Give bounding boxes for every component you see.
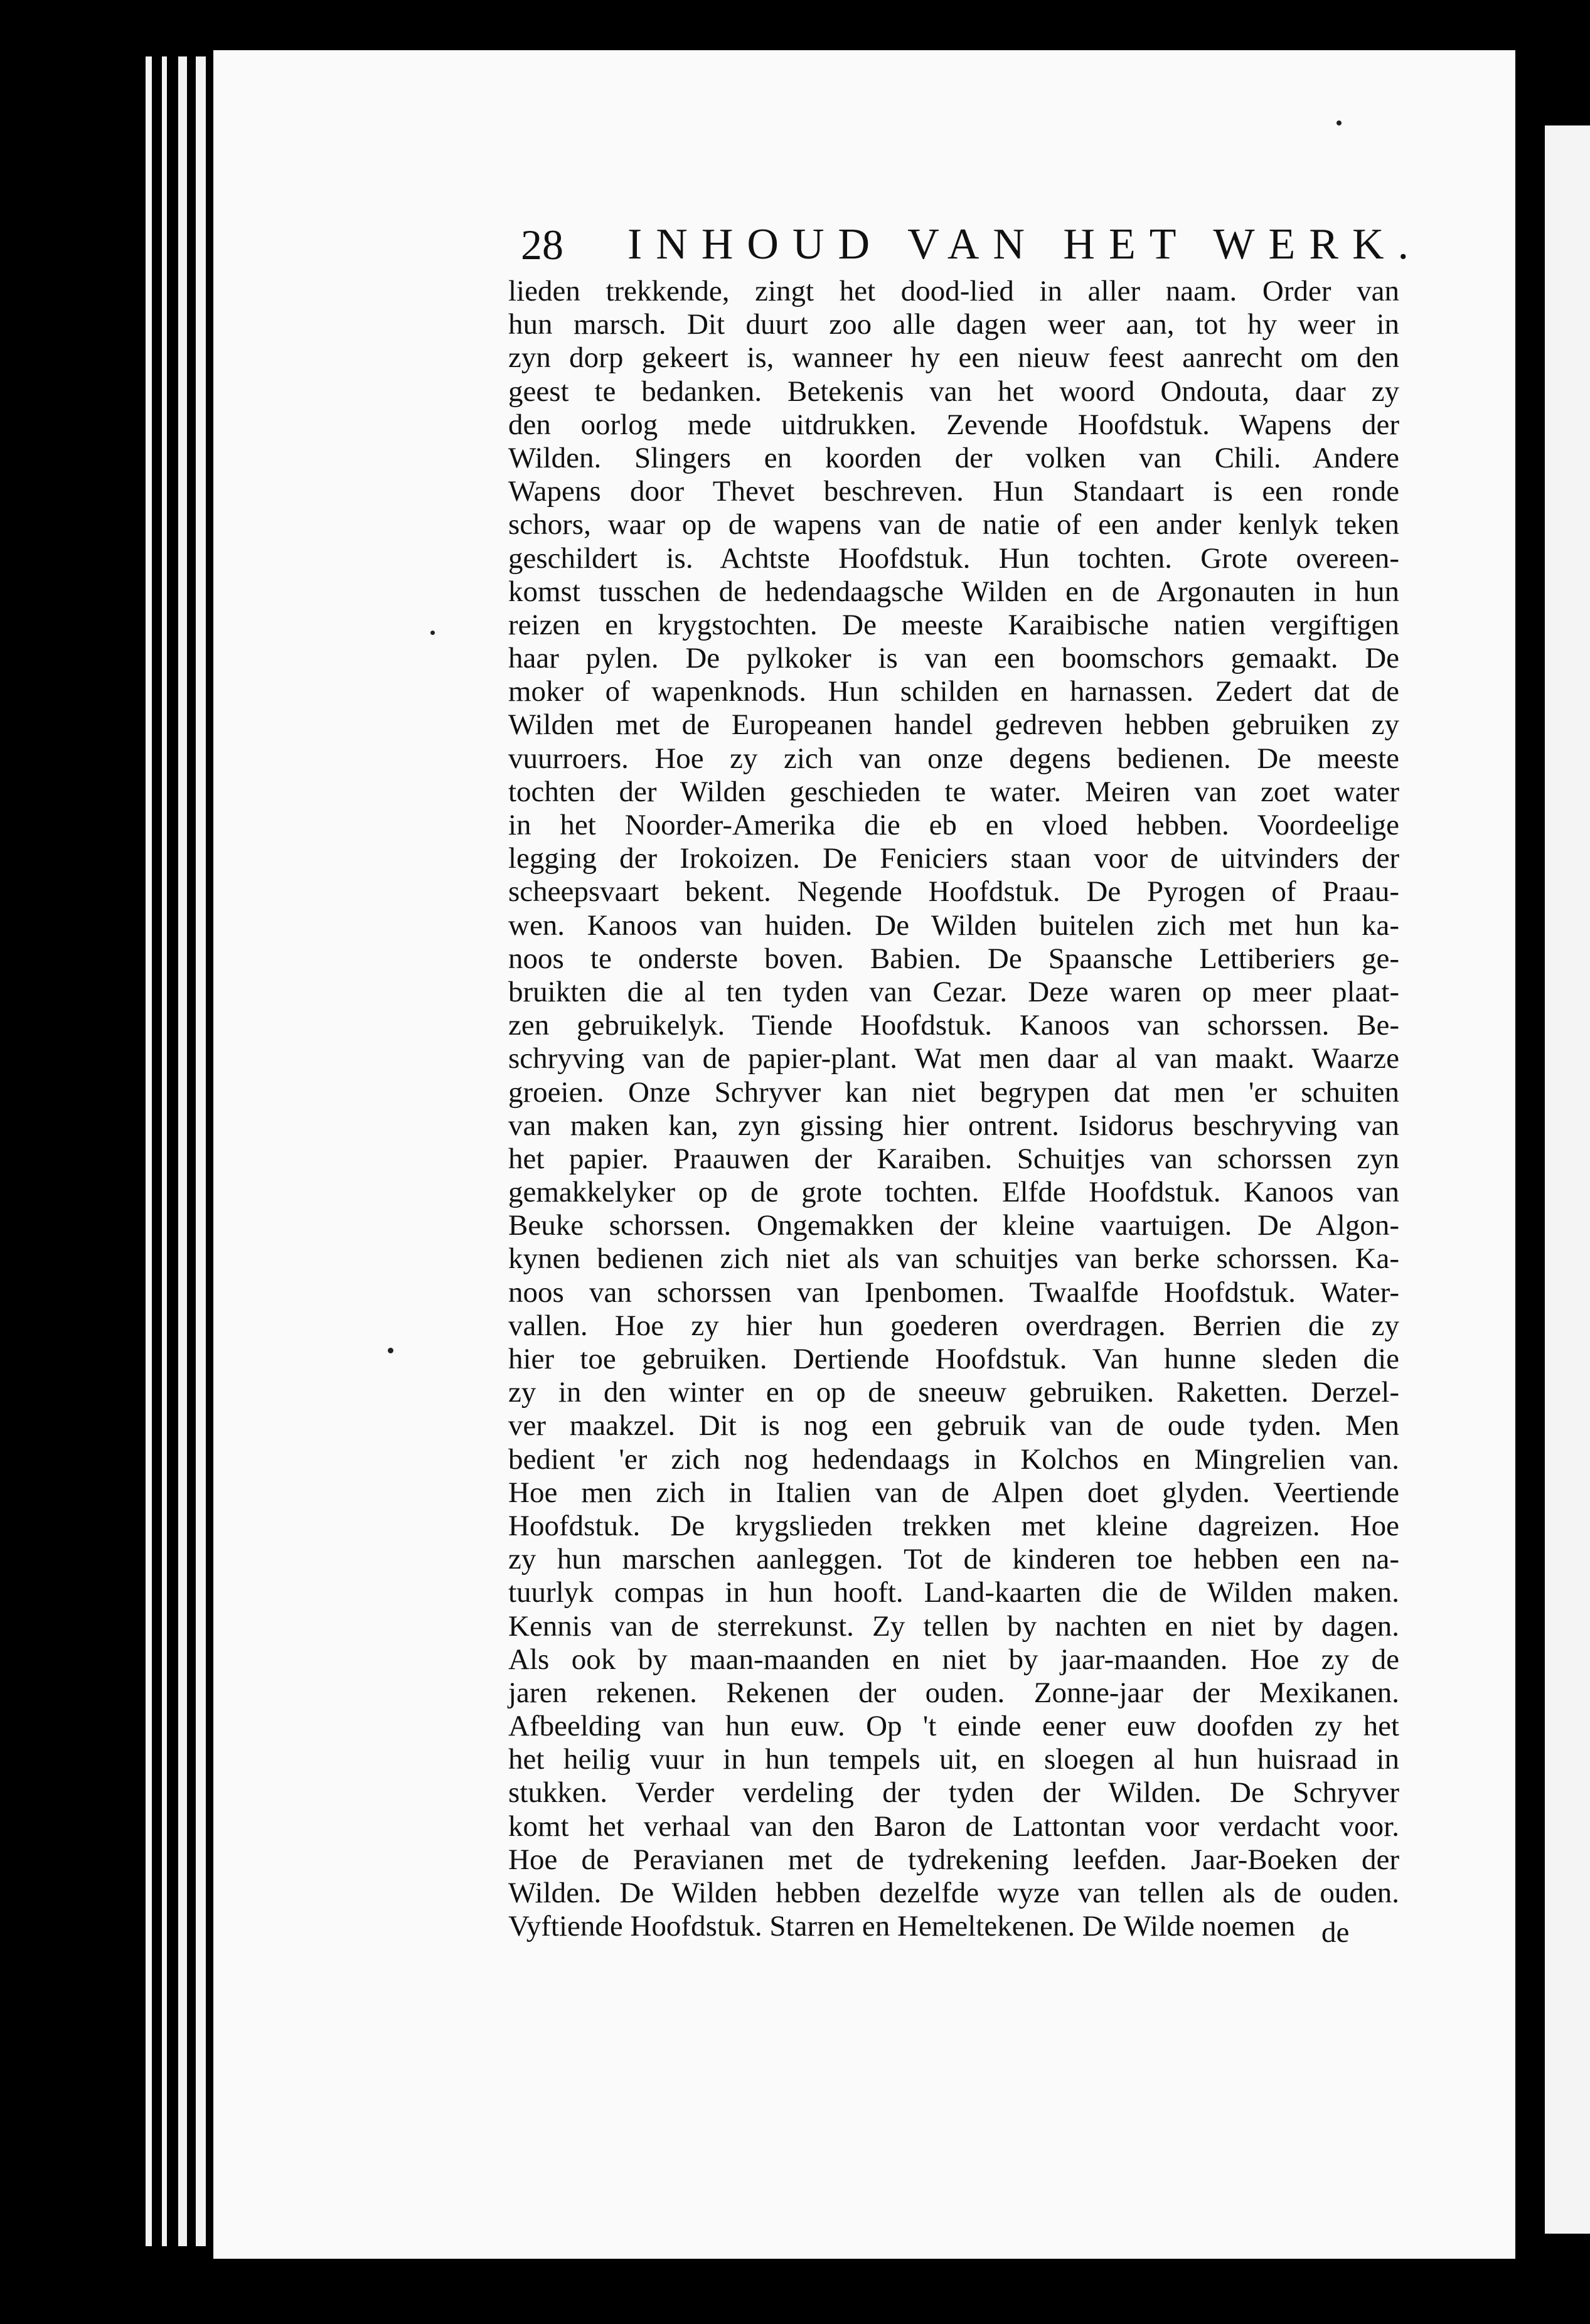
text-line: zy hun marschen aanleggen. Tot de kinderen toe hebben een na- <box>508 1543 1399 1576</box>
text-line: in het Noorder-Amerika die eb en vloed hebben. Voordeelige <box>508 809 1399 841</box>
text-line: hier toe gebruiken. Dertiende Hoofdstuk. Van hunne sleden die <box>508 1343 1399 1375</box>
text-line: Wilden. De Wilden hebben dezelfde wyze van tellen als de ouden. <box>508 1877 1399 1909</box>
page-edge-2 <box>162 56 167 2246</box>
text-line: jaren rekenen. Rekenen der ouden. Zonne-jaar der Mexikanen. <box>508 1676 1399 1709</box>
text-line: den oorlog mede uitdrukken. Zevende Hoofdstuk. Wapens der <box>508 408 1399 441</box>
text-line: noos te onderste boven. Babien. De Spaansche Lettiberiers ge- <box>508 942 1399 975</box>
text-line: Wilden met de Europeanen handel gedreven hebben gebruiken zy <box>508 708 1399 742</box>
text-line: moker of wapenknods. Hun schilden en harnassen. Zedert dat de <box>508 675 1399 708</box>
text-line: Kennis van de sterrekunst. Zy tellen by nachten en niet by dagen. <box>508 1609 1399 1643</box>
text-line: Hoofdstuk. De krygslieden trekken met kleine dagreizen. Hoe <box>508 1509 1399 1542</box>
text-line: vallen. Hoe zy hier hun goederen overdragen. Berrien die zy <box>508 1309 1399 1342</box>
text-line: kynen bedienen zich niet als van schuitjes van berke schorssen. Ka- <box>508 1242 1399 1276</box>
catchword: de <box>1321 1916 1350 1949</box>
text-line: Hoe de Peravianen met de tydrekening leefden. Jaar-Boeken der <box>508 1843 1399 1876</box>
text-line: Wilden. Slingers en koorden der volken van Chili. Andere <box>508 441 1399 474</box>
text-line: bruikten die al ten tyden van Cezar. Deze waren op meer plaat- <box>508 975 1399 1008</box>
text-line: zyn dorp gekeert is, wanneer hy een nieuw feest aanrecht om den <box>508 341 1399 375</box>
text-line: Beuke schorssen. Ongemakken der kleine vaartuigen. De Algon- <box>508 1209 1399 1242</box>
text-line: Als ook by maan-maanden en niet by jaar-maanden. Hoe zy de <box>508 1643 1399 1676</box>
text-line: schors, waar op de wapens van de natie of een ander kenlyk teken <box>508 508 1399 541</box>
text-line: bedient 'er zich nog hedendaags in Kolchos en Mingrelien van. <box>508 1442 1399 1476</box>
text-line: geschildert is. Achtste Hoofdstuk. Hun tochten. Grote overeen- <box>508 541 1399 575</box>
text-line: Hoe men zich in Italien van de Alpen doet glyden. Veertiende <box>508 1476 1399 1509</box>
text-line: Afbeelding van hun euw. Op 't einde eener euw doofden zy het <box>508 1710 1399 1743</box>
text-line: komst tusschen de hedendaagsche Wilden en de Argonauten in hun <box>508 575 1399 608</box>
page-edge-4 <box>196 56 206 2246</box>
text-line: vuurroers. Hoe zy zich van onze degens bedienen. De meeste <box>508 742 1399 775</box>
text-line: geest te bedanken. Betekenis van het woord Ondouta, daar zy <box>508 375 1399 408</box>
text-line: Vyftiende Hoofdstuk. Starren en Hemeltekenen. De Wilde noemen <box>508 1910 1296 1943</box>
text-line: tochten der Wilden geschieden te water. Meiren van zoet water <box>508 775 1399 808</box>
text-line: stukken. Verder verdeling der tyden der Wilden. De Schryver <box>508 1776 1399 1810</box>
text-line: groeien. Onze Schryver kan niet begrypen dat men 'er schuiten <box>508 1075 1399 1109</box>
text-line: zen gebruikelyk. Tiende Hoofdstuk. Kanoos van schorssen. Be- <box>508 1009 1399 1042</box>
text-line: tuurlyk compas in hun hooft. Land-kaarten die de Wilden maken. <box>508 1576 1399 1609</box>
text-line: het papier. Praauwen der Karaiben. Schuitjes van schorssen zyn <box>508 1142 1399 1175</box>
text-line: scheepsvaart bekent. Negende Hoofdstuk. De Pyrogen of Praau- <box>508 875 1399 909</box>
text-line: komt het verhaal van den Baron de Lattontan voor verdacht voor. <box>508 1810 1399 1843</box>
text-line: Wapens door Thevet beschreven. Hun Standaart is een ronde <box>508 475 1399 508</box>
page-edge-1 <box>146 56 152 2246</box>
text-line: het heilig vuur in hun tempels uit, en sloegen al hun huisraad in <box>508 1743 1399 1776</box>
text-line: haar pylen. De pylkoker is van een boomschors gemaakt. De <box>508 642 1399 675</box>
page-header <box>521 216 1423 273</box>
text-line: hun marsch. Dit duurt zoo alle dagen weer aan, tot hy weer in <box>508 308 1399 341</box>
page-edge-3 <box>178 56 187 2246</box>
facing-page-edge <box>1545 125 1590 2234</box>
text-line: lieden trekkende, zingt het dood-lied in aller naam. Order van <box>508 275 1399 307</box>
running-head: INHOUD VAN HET WERK. <box>627 220 1423 269</box>
text-line: noos van schorssen van Ipenbomen. Twaalfde Hoofdstuk. Water- <box>508 1276 1399 1309</box>
text-line: schryving van de papier-plant. Wat men daar al van maakt. Waarze <box>508 1042 1399 1075</box>
ink-speck <box>430 631 435 635</box>
text-line: reizen en krygstochten. De meeste Karaibische natien vergiftigen <box>508 608 1399 641</box>
text-line: legging der Irokoizen. De Feniciers staan voor de uitvinders der <box>508 842 1399 875</box>
ink-speck <box>1337 120 1342 125</box>
body-text <box>508 275 1399 1943</box>
page-number: 28 <box>521 221 563 269</box>
text-line: wen. Kanoos van huiden. De Wilden buitelen zich met hun ka- <box>508 909 1399 942</box>
ink-speck <box>388 1348 393 1353</box>
text-line: ver maakzel. Dit is nog een gebruik van de oude tyden. Men <box>508 1409 1399 1442</box>
text-line: zy in den winter en op de sneeuw gebruiken. Raketten. Derzel- <box>508 1376 1399 1409</box>
text-line: gemakkelyker op de grote tochten. Elfde Hoofdstuk. Kanoos van <box>508 1176 1399 1209</box>
text-line: van maken kan, zyn gissing hier ontrent. Isidorus beschryving van <box>508 1109 1399 1142</box>
scan-left-border <box>0 0 144 2324</box>
